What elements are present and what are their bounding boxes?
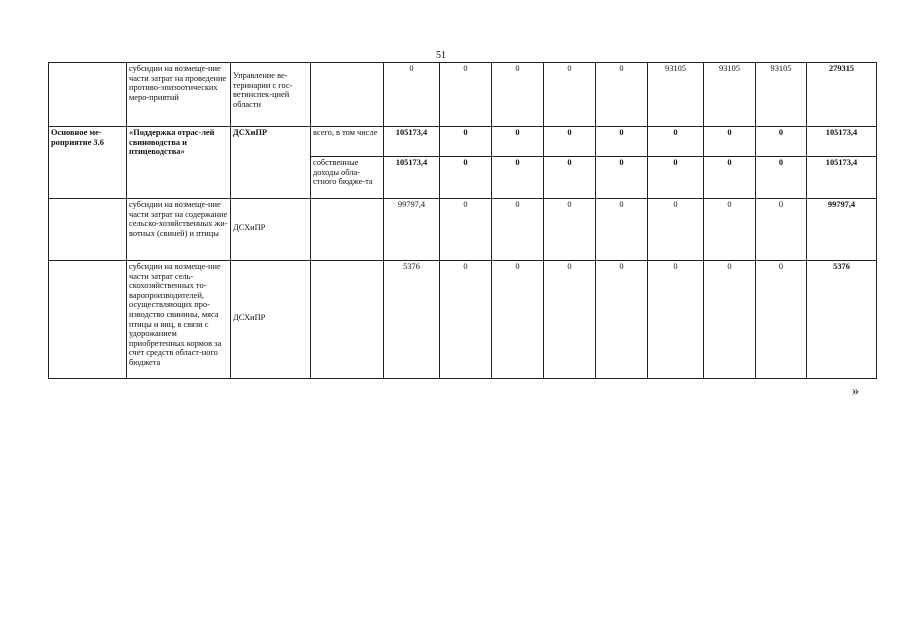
main-event-cell: Основное ме-роприятие 3.6 bbox=[49, 127, 127, 199]
total-cell: 99797,4 bbox=[807, 199, 877, 261]
value-cell: 0 bbox=[648, 127, 704, 157]
value-cell: 93105 bbox=[704, 63, 756, 127]
value-cell: 0 bbox=[492, 127, 544, 157]
value-cell: 0 bbox=[492, 199, 544, 261]
funding-source-cell bbox=[311, 261, 384, 379]
funding-source-cell: собственные доходы обла-стного бюдже-та bbox=[311, 157, 384, 199]
value-cell: 0 bbox=[704, 127, 756, 157]
value-cell: 0 bbox=[492, 261, 544, 379]
value-cell: 0 bbox=[440, 127, 492, 157]
funding-source-cell bbox=[311, 199, 384, 261]
activity-cell: субсидии на возмеще-ние части затрат на содержание сельско-хозяйственных жи-вотных (свиней) и птицы bbox=[127, 199, 231, 261]
main-event-cell bbox=[49, 261, 127, 379]
activity-cell: субсидии на возмеще-ние части затрат сель-скохозяйственных то-варопроизводителей, осуществляющих про-изводство свинины, мяса птицы и яиц, в связи с удорожанием приобретенных кормов за счет средств област-ного бюджета bbox=[127, 261, 231, 379]
funding-source-cell bbox=[311, 63, 384, 127]
table-row bbox=[49, 127, 877, 157]
executor-cell: ДСХиПР bbox=[231, 127, 311, 199]
value-cell: 0 bbox=[756, 261, 807, 379]
value-cell: 0 bbox=[756, 127, 807, 157]
value-cell: 0 bbox=[544, 63, 596, 127]
value-cell: 0 bbox=[596, 199, 648, 261]
value-cell: 0 bbox=[596, 127, 648, 157]
activity-cell: субсидии на возмеще-ние части затрат на проведение противо-эпизоотических меро-приятий bbox=[127, 63, 231, 127]
value-cell: 0 bbox=[440, 261, 492, 379]
value-cell: 0 bbox=[704, 157, 756, 199]
value-cell: 93105 bbox=[648, 63, 704, 127]
executor-cell: ДСХиПР bbox=[231, 261, 311, 379]
value-cell: 0 bbox=[544, 127, 596, 157]
value-cell: 0 bbox=[648, 199, 704, 261]
value-cell: 0 bbox=[648, 157, 704, 199]
value-cell: 0 bbox=[596, 157, 648, 199]
value-cell: 105173,4 bbox=[384, 127, 440, 157]
executor-cell: ДСХиПР bbox=[231, 199, 311, 261]
activity-cell: «Поддержка отрас-лей свиноводства и птицеводства» bbox=[127, 127, 231, 199]
table-row bbox=[49, 63, 877, 127]
value-cell: 0 bbox=[544, 199, 596, 261]
value-cell: 0 bbox=[492, 157, 544, 199]
page-number: 51 bbox=[436, 50, 446, 61]
total-cell: 279315 bbox=[807, 63, 877, 127]
value-cell: 0 bbox=[384, 63, 440, 127]
program-table bbox=[48, 62, 877, 379]
value-cell: 0 bbox=[544, 261, 596, 379]
value-cell: 5376 bbox=[384, 261, 440, 379]
value-cell: 99797,4 bbox=[384, 199, 440, 261]
value-cell: 93105 bbox=[756, 63, 807, 127]
value-cell: 0 bbox=[544, 157, 596, 199]
table-row bbox=[49, 199, 877, 261]
main-event-cell bbox=[49, 63, 127, 127]
value-cell: 0 bbox=[704, 261, 756, 379]
value-cell: 0 bbox=[756, 157, 807, 199]
value-cell: 0 bbox=[704, 199, 756, 261]
total-cell: 5376 bbox=[807, 261, 877, 379]
value-cell: 0 bbox=[440, 63, 492, 127]
value-cell: 0 bbox=[440, 199, 492, 261]
funding-source-cell: всего, в том числе bbox=[311, 127, 384, 157]
value-cell: 0 bbox=[648, 261, 704, 379]
value-cell: 0 bbox=[756, 199, 807, 261]
value-cell: 0 bbox=[596, 63, 648, 127]
value-cell: 105173,4 bbox=[384, 157, 440, 199]
value-cell: 0 bbox=[440, 157, 492, 199]
value-cell: 0 bbox=[492, 63, 544, 127]
closing-quote-mark: » bbox=[852, 384, 859, 399]
table-row bbox=[49, 261, 877, 379]
total-cell: 105173,4 bbox=[807, 157, 877, 199]
total-cell: 105173,4 bbox=[807, 127, 877, 157]
value-cell: 0 bbox=[596, 261, 648, 379]
main-event-cell bbox=[49, 199, 127, 261]
executor-cell: Управление ве-теринарии с гос-ветинспек-цией области bbox=[231, 63, 311, 127]
